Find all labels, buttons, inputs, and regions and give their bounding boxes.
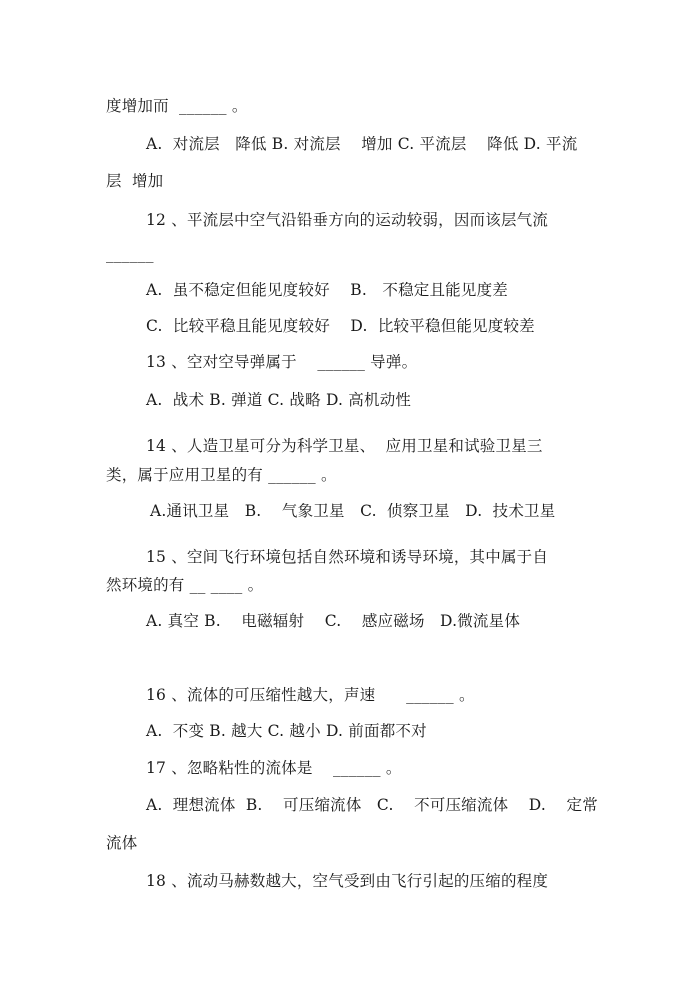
q12-options-cd: C. 比较平稳且能见度较好 D. 比较平稳但能见度较差 [146, 317, 535, 335]
q14-question: 14 、人造卫星可分为科学卫星、 应用卫星和试验卫星三 [146, 437, 543, 455]
q17-options-wrap: 流体 [106, 834, 138, 852]
q16-options: A. 不变 B. 越大 C. 越小 D. 前面都不对 [146, 722, 427, 740]
q18-question: 18 、流动马赫数越大，空气受到由飞行引起的压缩的程度 [146, 872, 549, 890]
q15-question-wrap: 然环境的有 __ ____ 。 [106, 576, 264, 594]
q11-options-wrap: 层 增加 [106, 172, 164, 190]
q14-options: A.通讯卫星 B. 气象卫星 C. 侦察卫星 D. 技术卫星 [150, 502, 556, 520]
q12-options-ab: A. 虽不稳定但能见度较好 B. 不稳定且能见度差 [146, 281, 508, 299]
q11-options-line: A. 对流层 降低 B. 对流层 增加 C. 平流层 降低 D. 平流 [146, 135, 578, 153]
q12-question: 12 、平流层中空气沿铅垂方向的运动较弱，因而该层气流 [146, 211, 549, 229]
q14-question-wrap: 类，属于应用卫星的有 ______ 。 [106, 466, 337, 484]
text-line-continuation: 度增加而 ______ 。 [106, 97, 248, 115]
q12-blank: ______ [106, 245, 154, 263]
q15-options: A. 真空 B. 电磁辐射 C. 感应磁场 D.微流星体 [146, 612, 521, 630]
q17-options: A. 理想流体 B. 可压缩流体 C. 不可压缩流体 D. 定常 [146, 796, 598, 814]
q16-question: 16 、流体的可压缩性越大，声速 ______ 。 [146, 686, 475, 704]
q17-question: 17 、忽略粘性的流体是 ______ 。 [146, 759, 402, 777]
q13-question: 13 、空对空导弹属于 ______ 导弹。 [146, 353, 418, 371]
q15-question: 15 、空间飞行环境包括自然环境和诱导环境，其中属于自 [146, 548, 549, 566]
q13-options: A. 战术 B. 弹道 C. 战略 D. 高机动性 [146, 391, 412, 409]
